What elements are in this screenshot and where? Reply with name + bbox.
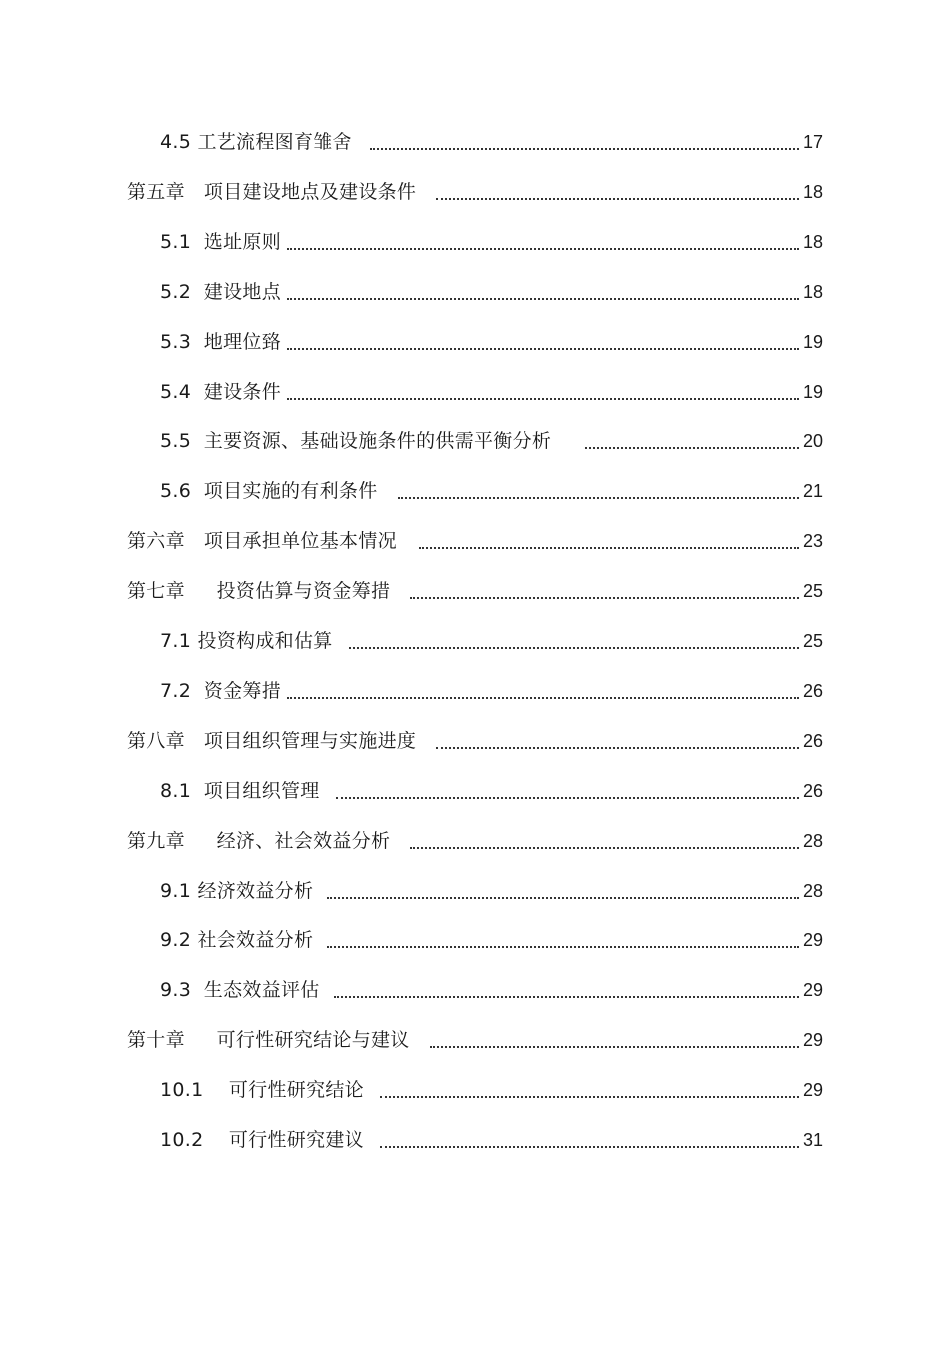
toc-section-entry[interactable] — [160, 876, 823, 906]
toc-entry-title: 第十章 可行性研究结论与建议 — [127, 1029, 410, 1052]
toc-section-entry[interactable] — [160, 277, 823, 307]
toc-entry-title: 5.5 主要资源、基础设施条件的供需平衡分析 — [160, 430, 552, 453]
toc-section-entry[interactable] — [160, 127, 823, 157]
toc-section-entry[interactable] — [160, 676, 823, 706]
toc-page-number: 25 — [802, 631, 823, 651]
toc-page-number: 18 — [802, 181, 823, 202]
toc-entry-title: 5.1 选址原则 — [160, 230, 281, 253]
toc-page-number: 20 — [802, 431, 823, 452]
toc-chapter-entry[interactable] — [127, 1025, 823, 1055]
toc-dot-leader — [430, 1045, 799, 1048]
toc-section-entry[interactable] — [160, 925, 823, 955]
toc-page-number: 28 — [802, 880, 823, 901]
toc-chapter-entry[interactable] — [127, 826, 823, 856]
toc-page-number: 26 — [802, 680, 823, 701]
toc-dot-leader — [327, 945, 799, 948]
toc-section-entry[interactable] — [160, 776, 823, 806]
toc-chapter-entry[interactable] — [127, 726, 823, 756]
toc-entry-title: 第八章 项目组织管理与实施进度 — [127, 729, 417, 752]
toc-section-entry[interactable] — [160, 426, 823, 456]
toc-page-number: 17 — [802, 132, 823, 152]
toc-entry-title: 8.1 项目组织管理 — [160, 779, 320, 802]
toc-entry-title: 第七章 投资估算与资金筹措 — [127, 580, 391, 603]
toc-page-number: 29 — [802, 980, 823, 1001]
toc-page-number: 26 — [802, 780, 823, 801]
toc-dot-leader — [380, 1095, 799, 1098]
toc-dot-leader — [287, 397, 799, 400]
toc-page-number: 19 — [802, 381, 823, 402]
toc-entry-title: 第六章 项目承担单位基本情况 — [127, 530, 397, 553]
toc-section-entry[interactable] — [160, 1075, 823, 1105]
toc-section-entry[interactable] — [160, 975, 823, 1005]
toc-entry-title: 7.1 投资构成和估算 — [160, 630, 333, 652]
toc-dot-leader — [287, 247, 799, 250]
toc-page-number: 23 — [802, 531, 823, 552]
toc-dot-leader — [334, 995, 799, 998]
toc-page-number: 19 — [802, 331, 823, 352]
toc-dot-leader — [436, 746, 799, 749]
toc-entry-title: 9.1 经济效益分析 — [160, 879, 314, 902]
toc-dot-leader — [410, 846, 799, 849]
toc-section-entry[interactable] — [160, 626, 823, 656]
toc-dot-leader — [287, 696, 799, 699]
toc-section-entry[interactable] — [160, 327, 823, 357]
toc-dot-leader — [327, 896, 799, 899]
toc-dot-leader — [287, 347, 799, 350]
toc-page-number: 29 — [802, 930, 823, 951]
toc-entry-title: 第九章 经济、社会效益分析 — [127, 829, 391, 852]
toc-entry-title: 5.6 项目实施的有利条件 — [160, 480, 378, 503]
toc-page-number: 26 — [802, 730, 823, 751]
toc-dot-leader — [419, 546, 799, 549]
toc-chapter-entry[interactable] — [127, 576, 823, 606]
toc-section-entry[interactable] — [160, 227, 823, 257]
toc-entry-title: 10.1 可行性研究结论 — [160, 1079, 364, 1102]
toc-entry-title: 9.3 生态效益评估 — [160, 979, 320, 1002]
toc-page-number: 28 — [802, 830, 823, 851]
toc-entry-title: 10.2 可行性研究建议 — [160, 1129, 364, 1151]
toc-dot-leader — [585, 446, 799, 449]
toc-entry-title: 5.3 地理位臵 — [160, 330, 281, 353]
toc-dot-leader — [370, 147, 799, 150]
toc-dot-leader — [436, 197, 799, 200]
toc-dot-leader — [336, 796, 799, 799]
toc-entry-title: 5.2 建设地点 — [160, 280, 281, 303]
toc-chapter-entry[interactable] — [127, 526, 823, 556]
toc-entry-title: 9.2 社会效益分析 — [160, 929, 314, 952]
toc-page-number: 21 — [802, 481, 823, 502]
toc-page-number: 31 — [802, 1130, 823, 1150]
toc-section-entry[interactable] — [160, 476, 823, 506]
toc-dot-leader — [380, 1145, 799, 1148]
toc-chapter-entry[interactable] — [127, 177, 823, 207]
toc-dot-leader — [398, 496, 800, 499]
toc-dot-leader — [349, 646, 799, 649]
toc-dot-leader — [287, 297, 799, 300]
toc-entry-title: 4.5 工艺流程图育雏舍 — [160, 131, 352, 153]
toc-entry-title: 7.2 资金筹措 — [160, 679, 281, 702]
toc-page-number: 25 — [802, 581, 823, 602]
toc-section-entry[interactable] — [160, 377, 823, 407]
toc-entry-title: 5.4 建设条件 — [160, 380, 281, 403]
toc-entry-title: 第五章 项目建设地点及建设条件 — [127, 180, 417, 203]
toc-page-number: 29 — [802, 1080, 823, 1101]
toc-page-number: 29 — [802, 1030, 823, 1051]
toc-page-number: 18 — [802, 281, 823, 302]
toc-dot-leader — [410, 596, 799, 599]
toc-page-number: 18 — [802, 231, 823, 252]
toc-section-entry[interactable] — [160, 1125, 823, 1155]
